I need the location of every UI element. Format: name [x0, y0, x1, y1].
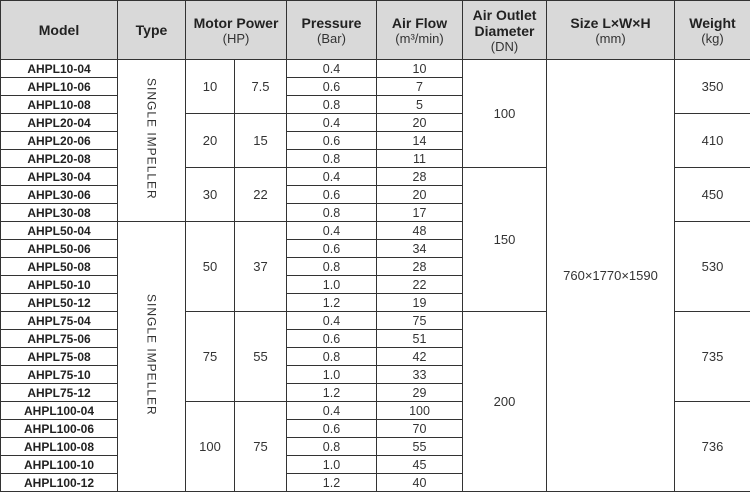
air-outlet-cell: 100 — [463, 60, 547, 168]
air-outlet-cell: 200 — [463, 312, 547, 492]
motor-power-b-cell: 7.5 — [235, 60, 287, 114]
model-cell: AHPL75-08 — [1, 348, 118, 366]
weight-cell: 350 — [675, 60, 750, 114]
pressure-cell: 0.8 — [287, 204, 377, 222]
pressure-cell: 0.8 — [287, 96, 377, 114]
weight-cell: 450 — [675, 168, 750, 222]
air-flow-cell: 55 — [377, 438, 463, 456]
model-cell: AHPL100-06 — [1, 420, 118, 438]
air-flow-cell: 29 — [377, 384, 463, 402]
air-flow-cell: 22 — [377, 276, 463, 294]
model-cell: AHPL10-08 — [1, 96, 118, 114]
air-flow-cell: 40 — [377, 474, 463, 492]
pressure-cell: 0.6 — [287, 330, 377, 348]
model-cell: AHPL20-08 — [1, 150, 118, 168]
size-cell: 760×1770×1590 — [547, 60, 675, 492]
pressure-cell: 0.4 — [287, 168, 377, 186]
model-cell: AHPL10-06 — [1, 78, 118, 96]
type-cell — [118, 222, 186, 492]
motor-power-a-cell: 100 — [186, 402, 235, 492]
header-weight: Weight (kg) — [675, 1, 750, 60]
air-flow-cell: 45 — [377, 456, 463, 474]
model-cell: AHPL75-06 — [1, 330, 118, 348]
motor-power-a-cell: 10 — [186, 60, 235, 114]
air-flow-cell: 100 — [377, 402, 463, 420]
air-flow-cell: 42 — [377, 348, 463, 366]
motor-power-a-cell: 75 — [186, 312, 235, 402]
model-cell: AHPL20-04 — [1, 114, 118, 132]
model-cell: AHPL30-06 — [1, 186, 118, 204]
weight-cell: 735 — [675, 312, 750, 402]
model-cell: AHPL10-04 — [1, 60, 118, 78]
weight-cell: 410 — [675, 114, 750, 168]
pressure-cell: 0.6 — [287, 240, 377, 258]
header-air-outlet: Air Outlet Diameter (DN) — [463, 1, 547, 60]
motor-power-b-cell: 15 — [235, 114, 287, 168]
air-flow-cell: 5 — [377, 96, 463, 114]
header-pressure: Pressure (Bar) — [287, 1, 377, 60]
model-cell: AHPL75-04 — [1, 312, 118, 330]
motor-power-b-cell: 75 — [235, 402, 287, 492]
model-cell: AHPL20-06 — [1, 132, 118, 150]
motor-power-a-cell: 30 — [186, 168, 235, 222]
air-flow-cell: 34 — [377, 240, 463, 258]
air-flow-cell: 28 — [377, 168, 463, 186]
pressure-cell: 0.8 — [287, 438, 377, 456]
header-air-flow: Air Flow (m³/min) — [377, 1, 463, 60]
pressure-cell: 0.4 — [287, 60, 377, 78]
air-flow-cell: 28 — [377, 258, 463, 276]
pressure-cell: 0.6 — [287, 78, 377, 96]
air-flow-cell: 33 — [377, 366, 463, 384]
pressure-cell: 0.4 — [287, 402, 377, 420]
air-flow-cell: 14 — [377, 132, 463, 150]
motor-power-b-cell: 55 — [235, 312, 287, 402]
pressure-cell: 0.6 — [287, 186, 377, 204]
header-row — [1, 1, 750, 60]
pressure-cell: 0.8 — [287, 150, 377, 168]
air-flow-cell: 19 — [377, 294, 463, 312]
air-flow-cell: 20 — [377, 186, 463, 204]
model-cell: AHPL100-04 — [1, 402, 118, 420]
model-cell: AHPL50-08 — [1, 258, 118, 276]
header-size: Size L×W×H (mm) — [547, 1, 675, 60]
air-flow-cell: 75 — [377, 312, 463, 330]
model-cell: AHPL100-08 — [1, 438, 118, 456]
header-type: Type — [118, 1, 186, 60]
pressure-cell: 1.0 — [287, 366, 377, 384]
pressure-cell: 0.8 — [287, 348, 377, 366]
air-flow-cell: 48 — [377, 222, 463, 240]
pressure-cell: 0.6 — [287, 420, 377, 438]
weight-cell: 530 — [675, 222, 750, 312]
air-outlet-cell: 150 — [463, 168, 547, 312]
motor-power-b-cell: 22 — [235, 168, 287, 222]
motor-power-b-cell: 37 — [235, 222, 287, 312]
motor-power-a-cell: 20 — [186, 114, 235, 168]
air-flow-cell: 10 — [377, 60, 463, 78]
air-flow-cell: 7 — [377, 78, 463, 96]
air-flow-cell: 51 — [377, 330, 463, 348]
header-model: Model — [1, 1, 118, 60]
pressure-cell: 0.6 — [287, 132, 377, 150]
type-cell — [118, 60, 186, 222]
model-cell: AHPL100-10 — [1, 456, 118, 474]
type-label: SINGLE IMPELLER — [144, 78, 159, 200]
model-cell: AHPL50-06 — [1, 240, 118, 258]
weight-cell: 736 — [675, 402, 750, 492]
pressure-cell: 0.4 — [287, 312, 377, 330]
model-cell: AHPL50-10 — [1, 276, 118, 294]
pressure-cell: 0.8 — [287, 258, 377, 276]
model-cell: AHPL75-12 — [1, 384, 118, 402]
air-flow-cell: 17 — [377, 204, 463, 222]
model-cell: AHPL50-12 — [1, 294, 118, 312]
table-body — [1, 60, 750, 492]
pressure-cell: 1.2 — [287, 294, 377, 312]
type-label: SINGLE IMPELLER — [144, 294, 159, 416]
pressure-cell: 1.2 — [287, 474, 377, 492]
pressure-cell: 0.4 — [287, 114, 377, 132]
header-motor-power: Motor Power (HP) — [186, 1, 287, 60]
motor-power-a-cell: 50 — [186, 222, 235, 312]
air-flow-cell: 20 — [377, 114, 463, 132]
model-cell: AHPL30-04 — [1, 168, 118, 186]
pressure-cell: 0.4 — [287, 222, 377, 240]
model-cell: AHPL100-12 — [1, 474, 118, 492]
model-cell: AHPL75-10 — [1, 366, 118, 384]
air-flow-cell: 70 — [377, 420, 463, 438]
pressure-cell: 1.0 — [287, 276, 377, 294]
table-row — [1, 60, 750, 78]
model-cell: AHPL30-08 — [1, 204, 118, 222]
model-cell: AHPL50-04 — [1, 222, 118, 240]
pressure-cell: 1.0 — [287, 456, 377, 474]
air-flow-cell: 11 — [377, 150, 463, 168]
pressure-cell: 1.2 — [287, 384, 377, 402]
